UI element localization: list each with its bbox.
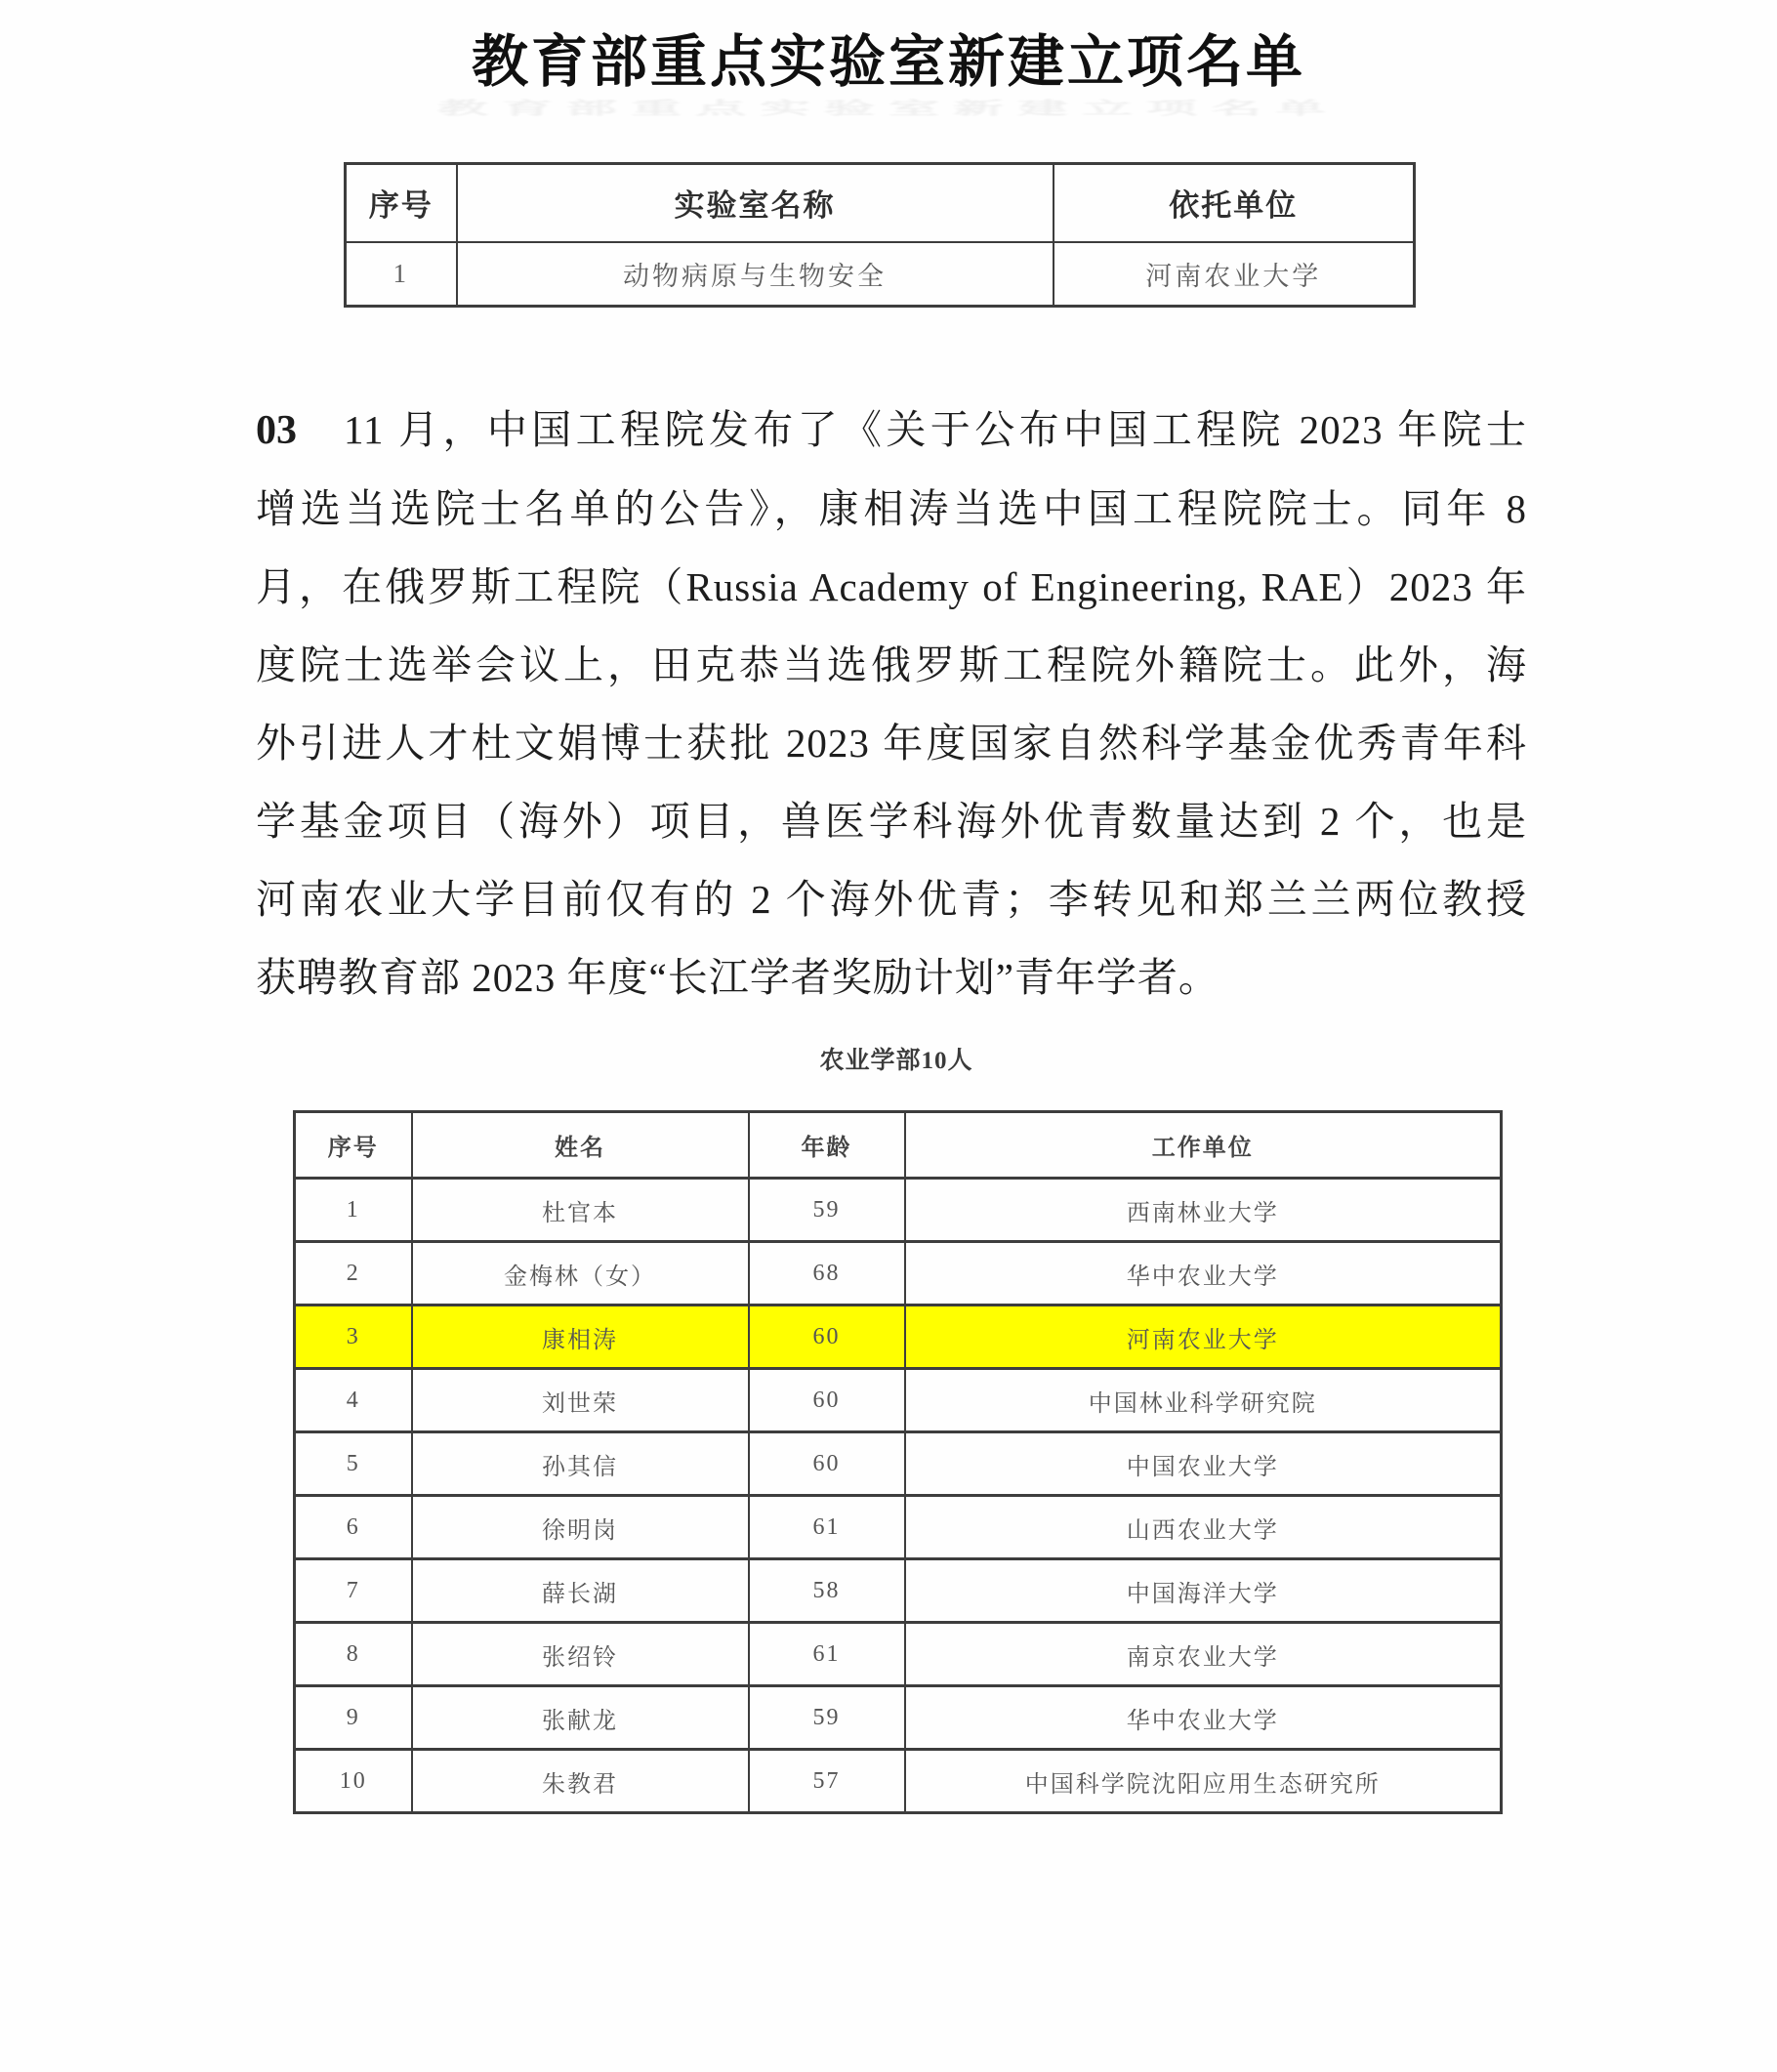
section-number: 03	[256, 408, 297, 453]
table-cell-no: 6	[295, 1496, 412, 1559]
column-header: 年龄	[749, 1112, 905, 1179]
table-row-highlighted	[295, 1305, 1502, 1369]
lab-table-header-row	[346, 164, 1415, 242]
page-title: 教育部重点实验室新建立项名单	[471, 30, 1305, 94]
table-cell-age: 68	[749, 1242, 905, 1305]
table-cell-org: 中国林业科学研究院	[905, 1369, 1502, 1432]
table-cell-no: 3	[295, 1305, 412, 1369]
table-cell-org: 中国农业大学	[905, 1432, 1502, 1496]
table-cell-age: 58	[749, 1559, 905, 1623]
table-cell-age: 59	[749, 1179, 905, 1242]
column-header: 序号	[346, 164, 457, 242]
table-cell-no: 10	[295, 1750, 412, 1813]
table-row	[295, 1432, 1502, 1496]
table-cell-no: 1	[295, 1179, 412, 1242]
table-row	[295, 1623, 1502, 1686]
table-cell-name: 张献龙	[412, 1686, 749, 1750]
academician-table	[293, 1110, 1503, 1814]
table-cell-org: 山西农业大学	[905, 1496, 1502, 1559]
table-cell-age: 61	[749, 1623, 905, 1686]
lab-table	[344, 162, 1416, 308]
table-cell-org: 中国科学院沈阳应用生态研究所	[905, 1750, 1502, 1813]
table-row	[295, 1559, 1502, 1623]
table-cell-name: 金梅林（女）	[412, 1242, 749, 1305]
paragraph-text: 11 月，中国工程院发布了《关于公布中国工程院 2023 年院士	[344, 407, 1527, 452]
table-cell-age: 60	[749, 1432, 905, 1496]
table-cell-age: 59	[749, 1686, 905, 1750]
table-cell-age: 57	[749, 1750, 905, 1813]
table-cell-org: 河南农业大学	[905, 1305, 1502, 1369]
table-cell-org: 华中农业大学	[905, 1686, 1502, 1750]
table-cell-name: 朱教君	[412, 1750, 749, 1813]
table-row	[295, 1496, 1502, 1559]
table-cell-age: 60	[749, 1369, 905, 1432]
table-cell-name: 杜官本	[412, 1179, 749, 1242]
table-cell-no: 1	[346, 242, 457, 307]
column-header: 序号	[295, 1112, 412, 1179]
table-cell-no: 4	[295, 1369, 412, 1432]
table-row	[295, 1686, 1502, 1750]
paragraph-line: 增选当选院士名单的公告》，康相涛当选中国工程院院士。同年 8	[256, 486, 1527, 531]
paragraph-line: 河南农业大学目前仅有的 2 个海外优青；李转见和郑兰兰两位教授	[256, 877, 1527, 922]
column-header: 工作单位	[905, 1112, 1502, 1179]
paragraph-line: 度院士选举会议上，田克恭当选俄罗斯工程院外籍院士。此外，海	[256, 642, 1527, 687]
paragraph-line	[256, 391, 1527, 470]
table-cell-org: 河南农业大学	[1054, 242, 1415, 307]
paragraph-line: 月，在俄罗斯工程院（Russia Academy of Engineering, RAE）2023 年	[256, 564, 1527, 609]
table-row	[295, 1369, 1502, 1432]
table-cell-no: 5	[295, 1432, 412, 1496]
academician-table-header-row	[295, 1112, 1502, 1179]
table-row	[295, 1179, 1502, 1242]
table-cell-name: 刘世荣	[412, 1369, 749, 1432]
table-row	[295, 1242, 1502, 1305]
scan-ghost-artifact: 教育部重点实验室新建立项名单	[436, 98, 1340, 119]
paragraph-line: 获聘教育部 2023 年度“长江学者奖励计划”青年学者。	[256, 955, 1219, 1000]
table-cell-org: 华中农业大学	[905, 1242, 1502, 1305]
table-cell-name: 薛长湖	[412, 1559, 749, 1623]
table-cell-name: 康相涛	[412, 1305, 749, 1369]
table-cell-lab: 动物病原与生物安全	[457, 242, 1054, 307]
table-cell-org: 中国海洋大学	[905, 1559, 1502, 1623]
lab-table-body	[346, 242, 1415, 307]
table-cell-name: 徐明岗	[412, 1496, 749, 1559]
column-header: 实验室名称	[457, 164, 1054, 242]
table-cell-org: 南京农业大学	[905, 1623, 1502, 1686]
academician-table-body	[295, 1179, 1502, 1813]
column-header: 依托单位	[1054, 164, 1415, 242]
table-cell-name: 孙其信	[412, 1432, 749, 1496]
paragraph-line: 外引进人才杜文娟博士获批 2023 年度国家自然科学基金优秀青年科	[256, 721, 1527, 766]
table-cell-age: 60	[749, 1305, 905, 1369]
paragraph-line: 学基金项目（海外）项目，兽医学科海外优青数量达到 2 个，也是	[256, 799, 1527, 844]
academician-table-caption: 农业学部10人	[819, 1048, 973, 1074]
table-cell-name: 张绍铃	[412, 1623, 749, 1686]
table-cell-no: 9	[295, 1686, 412, 1750]
table-cell-age: 61	[749, 1496, 905, 1559]
table-cell-no: 8	[295, 1623, 412, 1686]
table-row	[346, 242, 1415, 307]
table-row	[295, 1750, 1502, 1813]
table-cell-no: 2	[295, 1242, 412, 1305]
body-paragraph	[256, 391, 1527, 1016]
table-cell-org: 西南林业大学	[905, 1179, 1502, 1242]
table-cell-no: 7	[295, 1559, 412, 1623]
column-header: 姓名	[412, 1112, 749, 1179]
